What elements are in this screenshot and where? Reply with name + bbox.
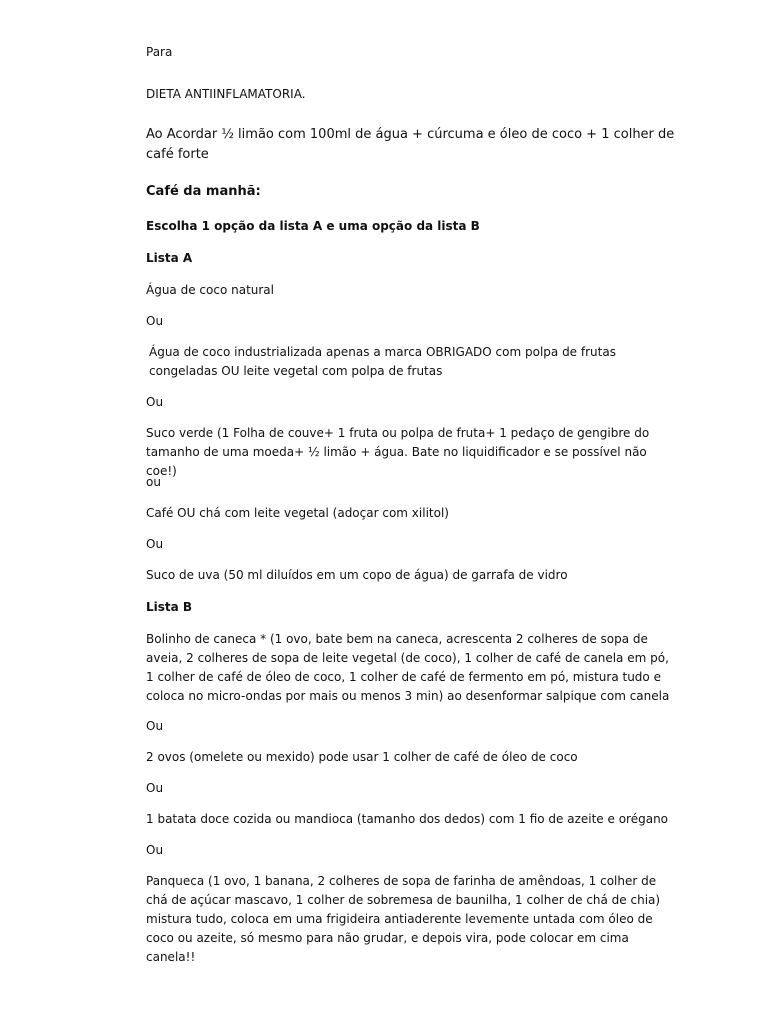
list-a-item-2: Água de coco industrializada apenas a marca OBRIGADO com polpa de frutas congeladas OU leite vegetal com polpa de frutas xyxy=(149,345,616,378)
breakfast-heading: Café da manhã: xyxy=(146,184,261,199)
list-b-or-2: Ou xyxy=(146,781,164,795)
list-a-or-3: ou xyxy=(146,475,161,489)
list-b-or-3: Ou xyxy=(146,843,164,857)
list-a-item-5: Suco de uva (50 ml diluídos em um copo de água) de garrafa de vidro xyxy=(146,568,568,582)
list-a-item-3: Suco verde (1 Folha de couve+ 1 fruta ou polpa de fruta+ 1 pedaço de gengibre do tamanho de uma moeda+ ½ limão + água. Bate no liquidificador e se possível não coe!) xyxy=(146,426,650,478)
list-a-or-2: Ou xyxy=(146,395,164,409)
diet-title: DIETA ANTIINFLAMATORIA. xyxy=(146,87,306,101)
list-b-item-4: Panqueca (1 ovo, 1 banana, 2 colheres de sopa de farinha de amêndoas, 1 colher de chá de açúcar mascavo, 1 colher de sobremesa de baunilha, 1 colher de chá de chia) mistura tudo, coloca em uma frigideira antiaderente levemente untada com óleo de coco ou azeite, só mesmo para não grudar, e depois vira, pode colocar em cima canela!! xyxy=(146,874,661,964)
wake-up-instruction: Ao Acordar ½ limão com 100ml de água + cúrcuma e óleo de coco + 1 colher de café forte xyxy=(146,127,675,162)
list-a-heading: Lista A xyxy=(146,251,193,265)
list-b-item-2: 2 ovos (omelete ou mexido) pode usar 1 colher de café de óleo de coco xyxy=(146,750,578,764)
choice-instruction: Escolha 1 opção da lista A e uma opção da lista B xyxy=(146,219,480,233)
list-a-item-4: Café OU chá com leite vegetal (adoçar com xilitol) xyxy=(146,506,449,520)
list-a-or-1: Ou xyxy=(146,314,164,328)
greeting: Para xyxy=(146,45,173,59)
list-a-or-4: Ou xyxy=(146,537,164,551)
list-b-heading: Lista B xyxy=(146,600,193,614)
list-b-item-1: Bolinho de caneca * (1 ovo, bate bem na caneca, acrescenta 2 colheres de sopa de aveia, 2 colheres de sopa de leite vegetal (de coco), 1 colher de café de canela em pó, 1 colher de café de óleo de coco, 1 colher de café de fermento em pó, mistura tudo e coloca no micro-ondas por mais ou menos 3 min) ao desenformar salpique com canela xyxy=(146,632,670,703)
list-a-item-1: Água de coco natural xyxy=(146,283,274,297)
list-b-or-1: Ou xyxy=(146,719,164,733)
list-b-item-3: 1 batata doce cozida ou mandioca (tamanho dos dedos) com 1 fio de azeite e orégano xyxy=(146,812,669,826)
